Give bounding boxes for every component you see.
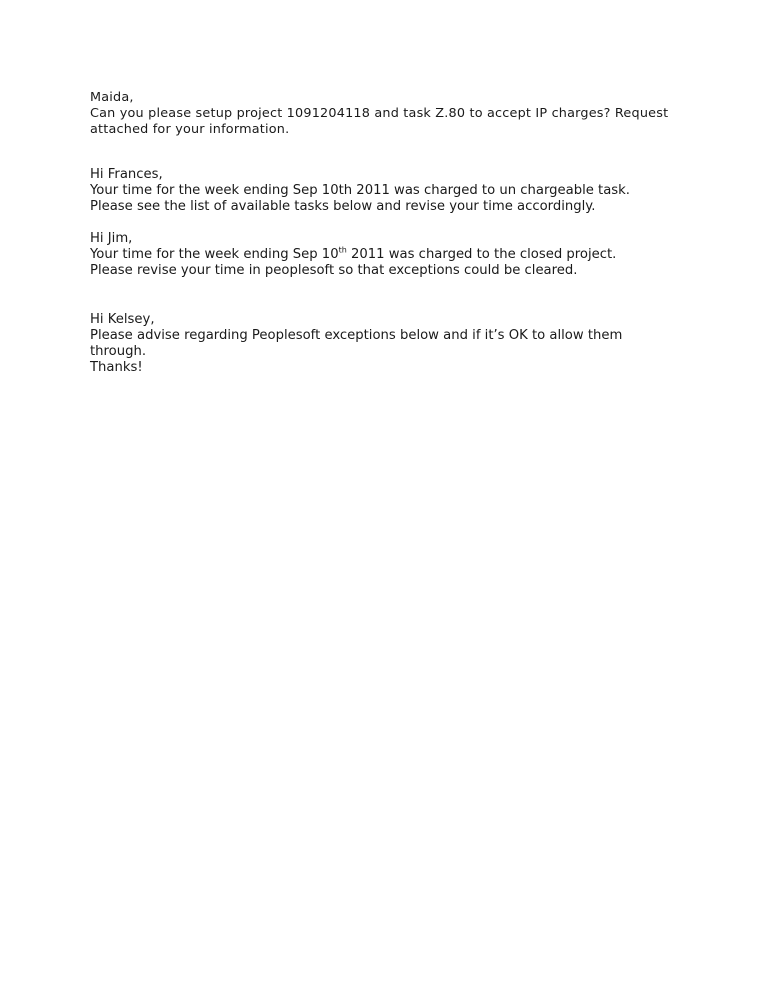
message-line: Your time for the week ending Sep 10th 2011 was charged to un chargeable task.	[90, 183, 630, 198]
message-text: 2011 was charged to the closed project.	[346, 247, 617, 262]
greeting: Hi Frances,	[90, 167, 163, 182]
message-kelsey	[90, 312, 690, 376]
message-line: Please see the list of available tasks below and revise your time accordingly.	[90, 199, 596, 214]
message-frances	[90, 167, 690, 215]
greeting: Maida,	[90, 90, 134, 105]
message-line	[90, 247, 690, 263]
ordinal-suffix: th	[338, 245, 347, 255]
message-line: Please revise your time in peoplesoft so that exceptions could be cleared.	[90, 263, 578, 278]
message-body: Can you please setup project 1091204118 and task Z.80 to accept IP charges? Request attached for your information.	[90, 106, 669, 137]
greeting: Hi Kelsey,	[90, 312, 155, 327]
greeting: Hi Jim,	[90, 231, 133, 246]
message-text: Your time for the week ending Sep 10	[90, 247, 339, 262]
closing: Thanks!	[90, 360, 143, 375]
message-jim	[90, 231, 690, 279]
message-body: Please advise regarding Peoplesoft exceptions below and if it’s OK to allow them through.	[90, 328, 623, 359]
message-maida	[90, 90, 690, 138]
